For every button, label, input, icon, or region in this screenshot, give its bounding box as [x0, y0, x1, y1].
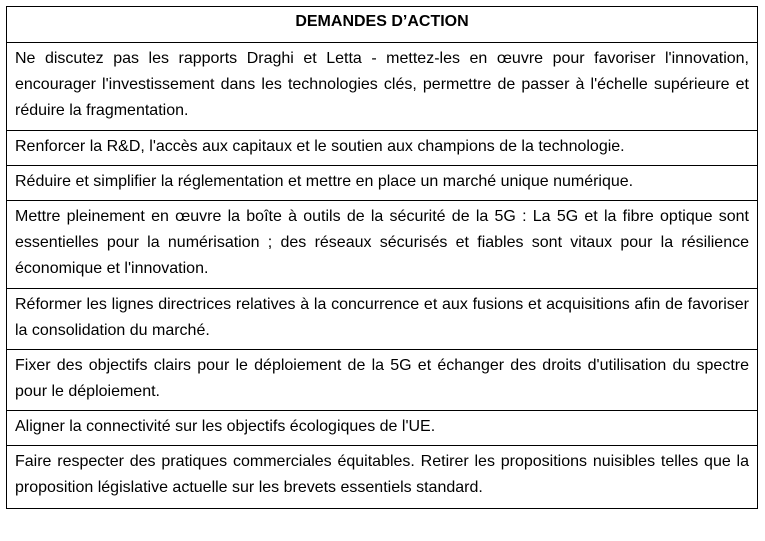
call-to-action-table	[6, 6, 758, 509]
action-item-8: Faire respecter des pratiques commerciales équitables. Retirer les propositions nuisibles telles que la proposition législative actuelle sur les brevets essentiels standard.	[7, 446, 758, 509]
table-row	[7, 43, 758, 131]
table-row	[7, 201, 758, 289]
action-item-4: Mettre pleinement en œuvre la boîte à outils de la sécurité de la 5G : La 5G et la fibre optique sont essentielles pour la numérisation ; des réseaux sécurisés et fiables sont vitaux pour la résilience économique et l'innovation.	[7, 201, 758, 289]
table-row	[7, 131, 758, 166]
table-row	[7, 446, 758, 509]
table-header-row	[7, 7, 758, 43]
action-item-6: Fixer des objectifs clairs pour le déploiement de la 5G et échanger des droits d'utilisation du spectre pour le déploiement.	[7, 350, 758, 411]
table-row	[7, 350, 758, 411]
action-item-7: Aligner la connectivité sur les objectifs écologiques de l'UE.	[7, 411, 758, 446]
table-row	[7, 411, 758, 446]
action-item-2: Renforcer la R&D, l'accès aux capitaux et le soutien aux champions de la technologie.	[7, 131, 758, 166]
action-item-5: Réformer les lignes directrices relatives à la concurrence et aux fusions et acquisitions afin de favoriser la consolidation du marché.	[7, 289, 758, 350]
table-row	[7, 166, 758, 201]
action-item-3: Réduire et simplifier la réglementation et mettre en place un marché unique numérique.	[7, 166, 758, 201]
table-header: DEMANDES D’ACTION	[7, 7, 758, 43]
table-row	[7, 289, 758, 350]
action-item-1: Ne discutez pas les rapports Draghi et Letta - mettez-les en œuvre pour favoriser l'innovation, encourager l'investissement dans les technologies clés, permettre de passer à l'échelle supérieure et réduire la fragmentation.	[7, 43, 758, 131]
